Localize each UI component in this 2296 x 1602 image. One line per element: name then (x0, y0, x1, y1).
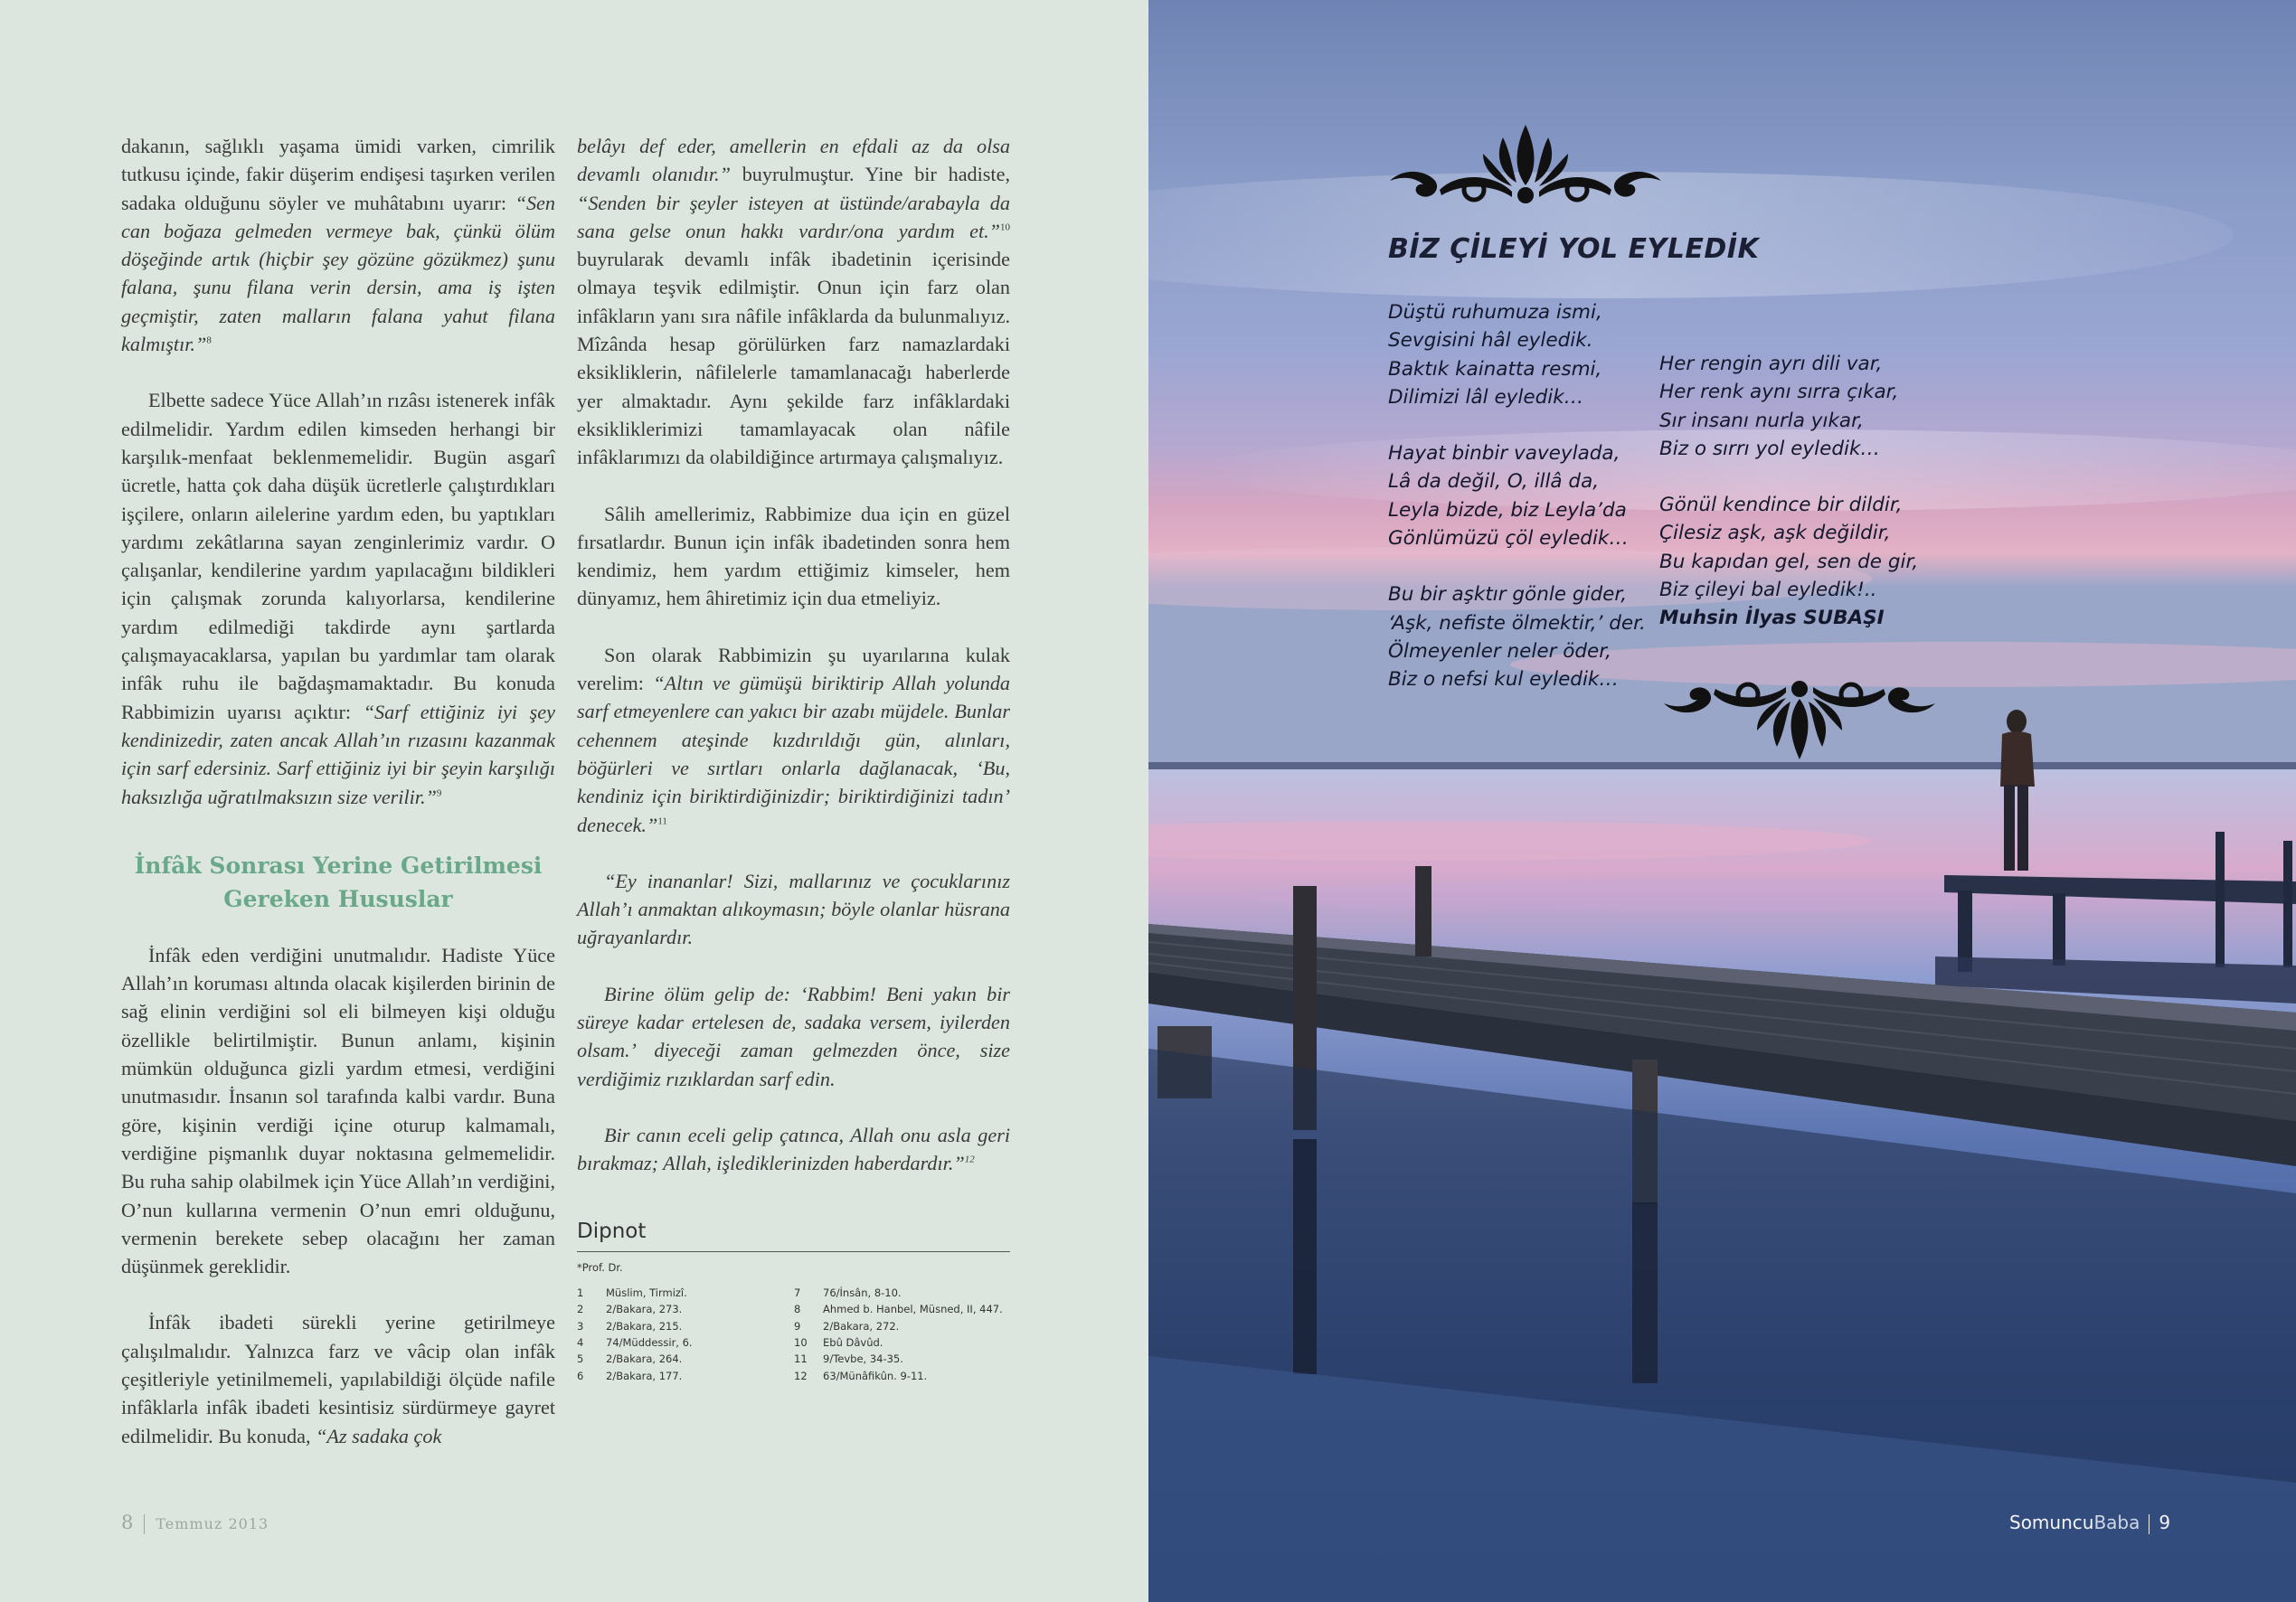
poem-stanza: Bu bir aşktır gönle gider, ‘Aşk, nefiste ölmektir,’ der. Ölmeyenler neler öder, Biz o nefsi kul eyledik… (1388, 583, 1646, 692)
poem-left-column (1388, 298, 1646, 722)
footnote-item: 8 Ahmed b. Hanbel, Müsned, II, 447. (794, 1303, 1003, 1316)
footnote-item: 5 2/Bakara, 264. (577, 1352, 683, 1366)
footnote-item: 12 63/Münâfikûn. 9-11. (794, 1369, 928, 1382)
page-folio-right (2009, 1512, 2170, 1534)
footnote-item: 9 2/Bakara, 272. (794, 1319, 900, 1333)
text-column-2 (577, 132, 1010, 1384)
page-number: 9 (2159, 1512, 2171, 1533)
poem-author: Muhsin İlyas SUBAŞI (1659, 607, 1885, 630)
paragraph: Elbette sadece Yüce Allah’ın rızâsı istenerek infâk edilmelidir. Yardım edilen kimseden herhangi bir karşılık-menfaat beklenmemelidir. Bugün asgarî ücretle, hatta çok daha düşük ücretlerle çalıştırdıkları işçilere, onların ailelerine yardım eden, bu yaptıkları yardımı zekâtlarına sayan zenginlerimiz vardır. O çalışanlar, kendilerine yardım yapılacağını bildikleri için çalışmak zorunda kalıyorlarsa, kendilerine yardım edilmediği takdirde aynı şartlarda çalışmayacaklarsa, yapılan bu yardımlar tam olarak infâk ruhu ile bağdaşmamaktadır. Bu konuda Rabbimizin uyarısı açıktır: “Sarf ettiğiniz iyi şey kendinizedir, zaten ancak Allah’ın rızasını kazanmak için sarf edersiniz. Sarf ettiğiniz iyi bir şeyin karşılığı haksızlığa uğratılmaksızın size verilir.”$^9$ (121, 389, 555, 808)
footnote-item: 1 Müslim, Tirmizî. (577, 1286, 687, 1299)
footnotes-title: Dipnot (577, 1218, 1010, 1252)
footnote-item: 6 2/Bakara, 177. (577, 1369, 683, 1382)
section-subheading: İnfâk Sonrası Yerine Getirilmesi Gereken Hususlar (134, 852, 543, 912)
right-page (1148, 0, 2296, 1602)
page-number: 8 (121, 1512, 134, 1533)
paragraph: “Ey inananlar! Sizi, mallarınız ve çocuklarınız Allah’ı anmaktan alıkoymasın; böyle olanlar hüsrana uğrayanlardır. (577, 869, 1010, 949)
poem-title: BİZ ÇİLEYİ YOL EYLEDİK (1388, 233, 1760, 265)
issue-date: Temmuz 2013 (156, 1515, 269, 1532)
poem-stanza: Her rengin ayrı dili var, Her renk aynı sırra çıkar, Sır insanı nurla yıkar, Biz o sırrı yol eyledik… (1659, 353, 1899, 460)
footnote-item: 7 76/İnsân, 8-10. (794, 1286, 902, 1299)
paragraph: İnfâk eden verdiğini unutmalıdır. Hadiste Yüce Allah’ın koruması altında olacak kişilerden birinin de sağ elinin verdiğini sol eli bilmeyen kişi olduğu özellikle belirtilmiştir. Bunun anlamı, kişinin mümkün olduğunca gizli yardım etmesi, verdiğini unutmasıdır. İnsanın sol tarafında kalbi vardır. Buna göre, kişinin verdiği içine oturup kalmamalı, verdiğine pişmanlık duyar noktasına gelmemelidir. Bu ruha sahip olabilmek için Yüce Allah’ın verdiğini, O’nun kullarına vermenin O’nun emri olduğunu, vermenin berekete sebep olacağını her zaman düşünmek gereklidir. (121, 943, 555, 1278)
brand-name: SomuncuBaba (2009, 1512, 2140, 1533)
paragraph: Sâlih amellerimiz, Rabbimize dua için en güzel fırsatlardır. Bunun için infâk ibadetinden sonra hem kendimiz, hem yardım ettiğimiz kimseler, hem dünyamız, hem âhiretimiz için dua etmeliyiz. (577, 502, 1010, 610)
text-column-1 (121, 132, 555, 1450)
paragraph: Son olarak Rabbimizin şu uyarılarına kulak verelim: “Altın ve gümüşü biriktirip Allah yolunda sarf etmeyenlere can yakıcı bir azabı müjdele. Bunlar cehennem ateşinde kızdırıldığı gün, alınları, böğürleri ve sırtları onlarla dağlanacak, ‘Bu, kendiniz için biriktirdiğinizdir; biriktirdiğinizi tadın’ denecek.”$^{11}$ (577, 643, 1011, 836)
poem-stanza: Gönül kendince bir dildir, Çilesiz aşk, aşk değildir, Bu kapıdan gel, sen de gir, Biz çileyi bal eyledik!.. (1659, 494, 1919, 602)
paragraph: İnfâk ibadeti sürekli yerine getirilmeye çalışılmalıdır. Yalnızca farz ve vâcip olan infâk çeşitleriyle yetinilmemeli, yapılabildiği ölçüde nafile infâklarla infâk ibadeti kesintisiz sürdürmeye gayret edilmelidir. Bu konuda, “Az sadaka çok (121, 1311, 555, 1447)
paragraph: belâyı def eder, amellerin en efdali az da olsa devamlı olanıdır.” buyrulmuştur. Yine bir hadiste, “Senden bir şeyler isteyen at üstünde/arabayla da sana gelse onun hakkı vardır/ona yardım et.”$^{10}$ buyrularak devamlı infâk ibadetinin içerisinde olmaya teşvik edilmiştir. Onun için farz olan infâkların yanı sıra nâfile infâklarda da bulunmalıyız. Mîzânda hesap görülürken farz namazlardaki eksikliklerin, nâfilelerle tamamlanacağı haberlerde yer almaktadır. Aynı şekilde farz infâklardaki eksikliklerimizi tamamlayacak olan nâfile infâklarımızı da olabildiğince artırmaya çalışmalıyız. (577, 135, 1010, 469)
bottom-ornament-icon (1659, 676, 1940, 767)
paragraph: Birine ölüm gelip de: ‘Rabbim! Beni yakın bir süreye kadar ertelesen de, sadaka versem, iyilerden olsam.’ diyeceği zaman gelmezden önce, size verdiğimiz rızıklardan sarf edin. (577, 982, 1010, 1090)
poem-stanza: Hayat binbir vaveylada, Lâ da değil, O, illâ da, Leyla bizde, biz Leyla’da Gönlümüzü çöl eyledik… (1388, 442, 1629, 551)
poem-stanza: Düştü ruhumuza ismi, Sevgisini hâl eyledik. Baktık kainatta resmi, Dilimizi lâl eyledik… (1388, 301, 1602, 409)
footnote-item: 3 2/Bakara, 215. (577, 1319, 683, 1333)
footnote-item: 10 Ebû Dâvûd. (794, 1336, 883, 1350)
footnote-item: 11 9/Tevbe, 34-35. (794, 1352, 903, 1366)
poem-right-column (1659, 350, 1918, 633)
paragraph: Bir canın eceli gelip çatınca, Allah onu asla geri bırakmaz; Allah, işlediklerinizden haberdardır.”$^{12}$ (577, 1123, 1010, 1175)
footnotes (577, 1218, 1010, 1385)
paragraph: dakanın, sağlıklı yaşama ümidi varken, cimrilik tutkusu içinde, fakir düşerim endişesi taşırken verilen sadaka olduğunu söyler ve muhâtabını uyarır: “Sen can boğaza gelmeden vermeye bak, çünkü ölüm döşeğinde artık (hiçbir şey gözüne gözükmez) şunu falana, şunu filana verin dersin, ama iş işten geçmiştir, zaten malların falana yahut filana kalmıştır.”$^8$ (121, 135, 555, 356)
author-note: *Prof. Dr. (577, 1260, 623, 1274)
footnote-item: 2 2/Bakara, 273. (577, 1303, 683, 1316)
footnote-item: 4 74/Müddessir, 6. (577, 1336, 693, 1350)
page-folio-left (121, 1512, 269, 1534)
top-ornament-icon (1385, 118, 1666, 208)
